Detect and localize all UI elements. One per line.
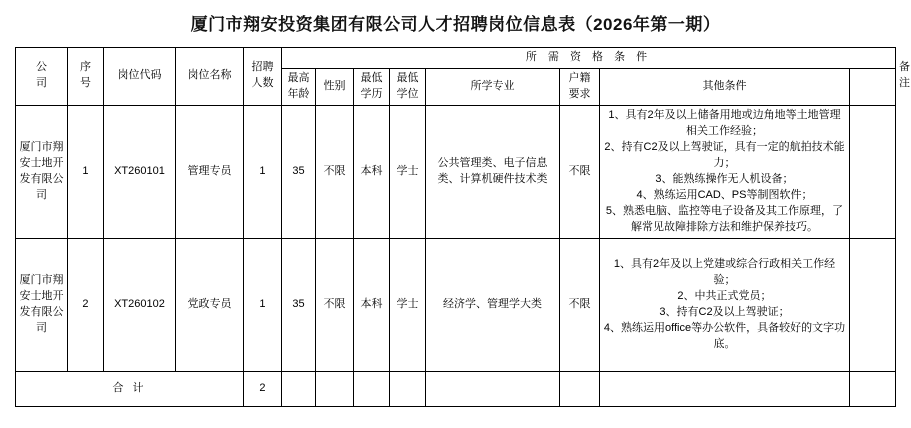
cell-household: 不限 — [559, 105, 599, 238]
cell-min-degree: 学士 — [389, 105, 425, 238]
header-min-education: 最低 学历 — [353, 68, 389, 105]
table-total-row — [15, 371, 895, 406]
cell-min-education: 本科 — [353, 105, 389, 238]
total-blank-household — [559, 371, 599, 406]
cell-headcount: 1 — [243, 238, 281, 371]
total-blank-max-age — [281, 371, 315, 406]
cell-job-name: 党政专员 — [175, 238, 243, 371]
recruitment-table — [15, 47, 911, 407]
cell-gender: 不限 — [315, 105, 353, 238]
cell-remark — [849, 238, 895, 371]
total-label: 合 计 — [15, 371, 243, 406]
cell-max-age: 35 — [281, 238, 315, 371]
cell-job-code: XT260102 — [103, 238, 175, 371]
cell-household: 不限 — [559, 238, 599, 371]
cell-job-code: XT260101 — [103, 105, 175, 238]
header-job-name: 岗位名称 — [175, 48, 243, 106]
cell-company: 厦门市翔安士地开发有限公司 — [15, 238, 67, 371]
cell-gender: 不限 — [315, 238, 353, 371]
page-title: 厦门市翔安投资集团有限公司人才招聘岗位信息表（2026年第一期） — [190, 15, 721, 34]
cell-major: 公共管理类、电子信息类、计算机硬件技术类 — [425, 105, 559, 238]
total-blank-remark — [849, 371, 895, 406]
header-index: 序 号 — [67, 48, 103, 106]
header-gender: 性别 — [315, 68, 353, 105]
total-headcount: 2 — [243, 371, 281, 406]
table-row — [15, 238, 895, 371]
header-other: 其他条件 — [599, 68, 849, 105]
table-header-row-1: 公 司 序 号 岗位代码 岗位名称 招聘 人数 所 需 资 格 条 件 备注 — [15, 48, 895, 69]
cell-min-education: 本科 — [353, 238, 389, 371]
cell-other-conditions: 1、具有2年及以上储备用地或边角地等土地管理相关工作经验； 2、持有C2及以上驾驶证，具有一定的航拍技术能力； 3、能熟练操作无人机设备； 4、熟练运用CAD、PS等制图软件； 5、熟悉电脑、监控等电子设备及其工作原理，了解常见故障排除方法和维护保养技巧。 — [599, 105, 849, 238]
header-headcount: 招聘 人数 — [243, 48, 281, 106]
total-blank-min-degree — [389, 371, 425, 406]
header-min-degree: 最低 学位 — [389, 68, 425, 105]
cell-min-degree: 学士 — [389, 238, 425, 371]
cell-headcount: 1 — [243, 105, 281, 238]
header-job-code: 岗位代码 — [103, 48, 175, 106]
cell-index: 2 — [67, 238, 103, 371]
cell-other-conditions: 1、具有2年及以上党建或综合行政相关工作经验； 2、中共正式党员； 3、持有C2及以上驾驶证； 4、熟练运用office等办公软件，具备较好的文字功底。 — [599, 238, 849, 371]
table-row — [15, 105, 895, 238]
total-blank-other — [599, 371, 849, 406]
cell-job-name: 管理专员 — [175, 105, 243, 238]
cell-remark — [849, 105, 895, 238]
header-company: 公 司 — [15, 48, 67, 106]
cell-index: 1 — [67, 105, 103, 238]
header-household: 户籍 要求 — [559, 68, 599, 105]
cell-company: 厦门市翔安士地开发有限公司 — [15, 105, 67, 238]
total-blank-major — [425, 371, 559, 406]
cell-max-age: 35 — [281, 105, 315, 238]
header-major: 所学专业 — [425, 68, 559, 105]
total-blank-min-education — [353, 371, 389, 406]
cell-major: 经济学、管理学大类 — [425, 238, 559, 371]
header-qualification-group: 所 需 资 格 条 件 — [281, 48, 895, 69]
header-max-age: 最高 年龄 — [281, 68, 315, 105]
total-blank-gender — [315, 371, 353, 406]
